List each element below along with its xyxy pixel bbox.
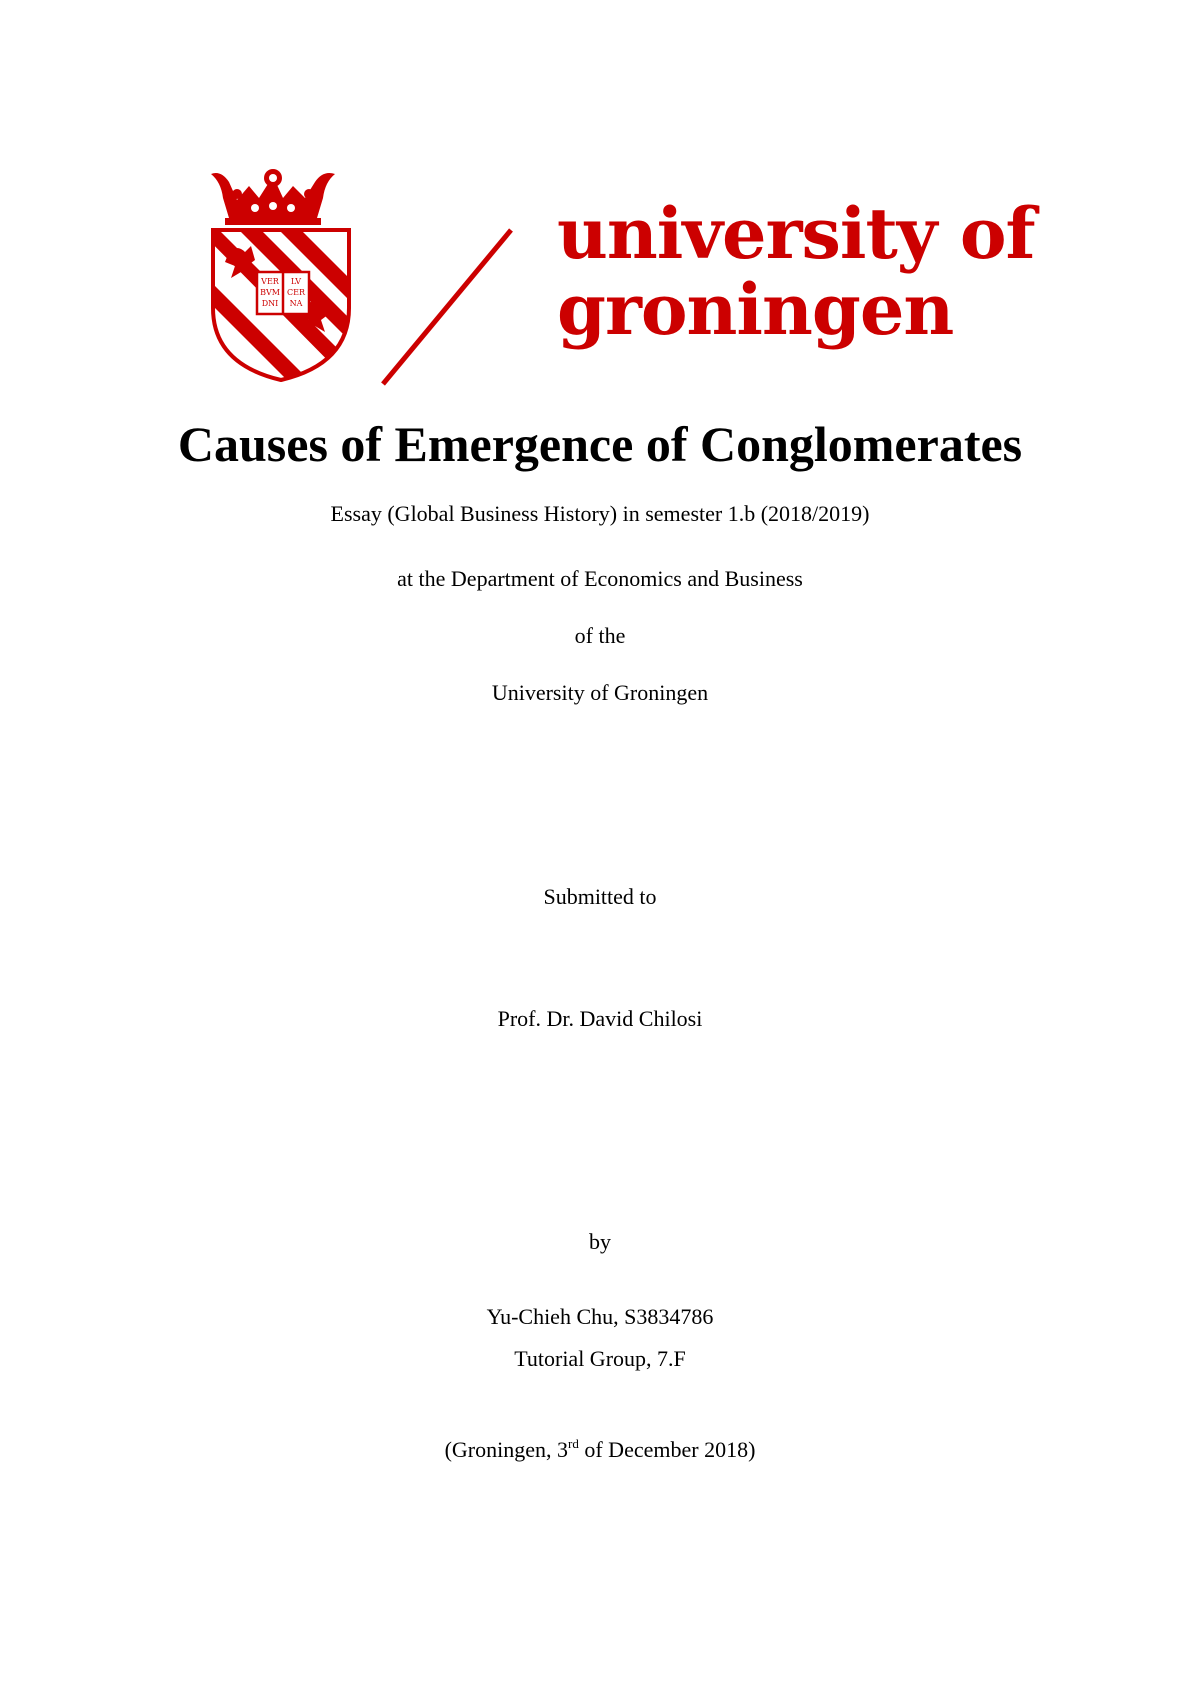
university-name: University of Groningen: [491, 680, 709, 705]
document-title: Causes of Emergence of Conglomerates: [177, 416, 1023, 472]
book-text: VER: [261, 277, 279, 286]
tutorial-group: Tutorial Group, 7.F: [514, 1346, 686, 1371]
date-suffix: of December 2018): [578, 1437, 756, 1462]
essay-subtitle: Essay (Global Business History) in semester 1.b (2018/2019): [330, 501, 870, 526]
date-prefix: (Groningen, 3: [444, 1437, 569, 1462]
book-text: BVM: [260, 288, 280, 297]
book-text: CER: [287, 288, 305, 297]
book-text: LV: [290, 277, 302, 286]
logo-wordmark: [557, 192, 1035, 351]
supervisor-name: Prof. Dr. David Chilosi: [497, 1006, 703, 1031]
author-line: Yu-Chieh Chu, S3834786: [486, 1304, 714, 1329]
book-text: NA: [289, 299, 303, 308]
of-the-line: of the: [574, 623, 626, 648]
submitted-to-label: Submitted to: [543, 884, 657, 909]
wordmark-line2: groningen: [557, 268, 954, 351]
logo-slash: [377, 168, 527, 390]
university-crest-icon: [207, 168, 357, 390]
wordmark-line1: university of: [557, 192, 1035, 275]
date-line: [0, 1436, 1200, 1464]
book-text: DNI: [261, 299, 279, 308]
department-line: at the Department of Economics and Business: [397, 566, 803, 591]
date-ordinal: rd: [568, 1436, 579, 1451]
by-label: by: [589, 1229, 611, 1254]
